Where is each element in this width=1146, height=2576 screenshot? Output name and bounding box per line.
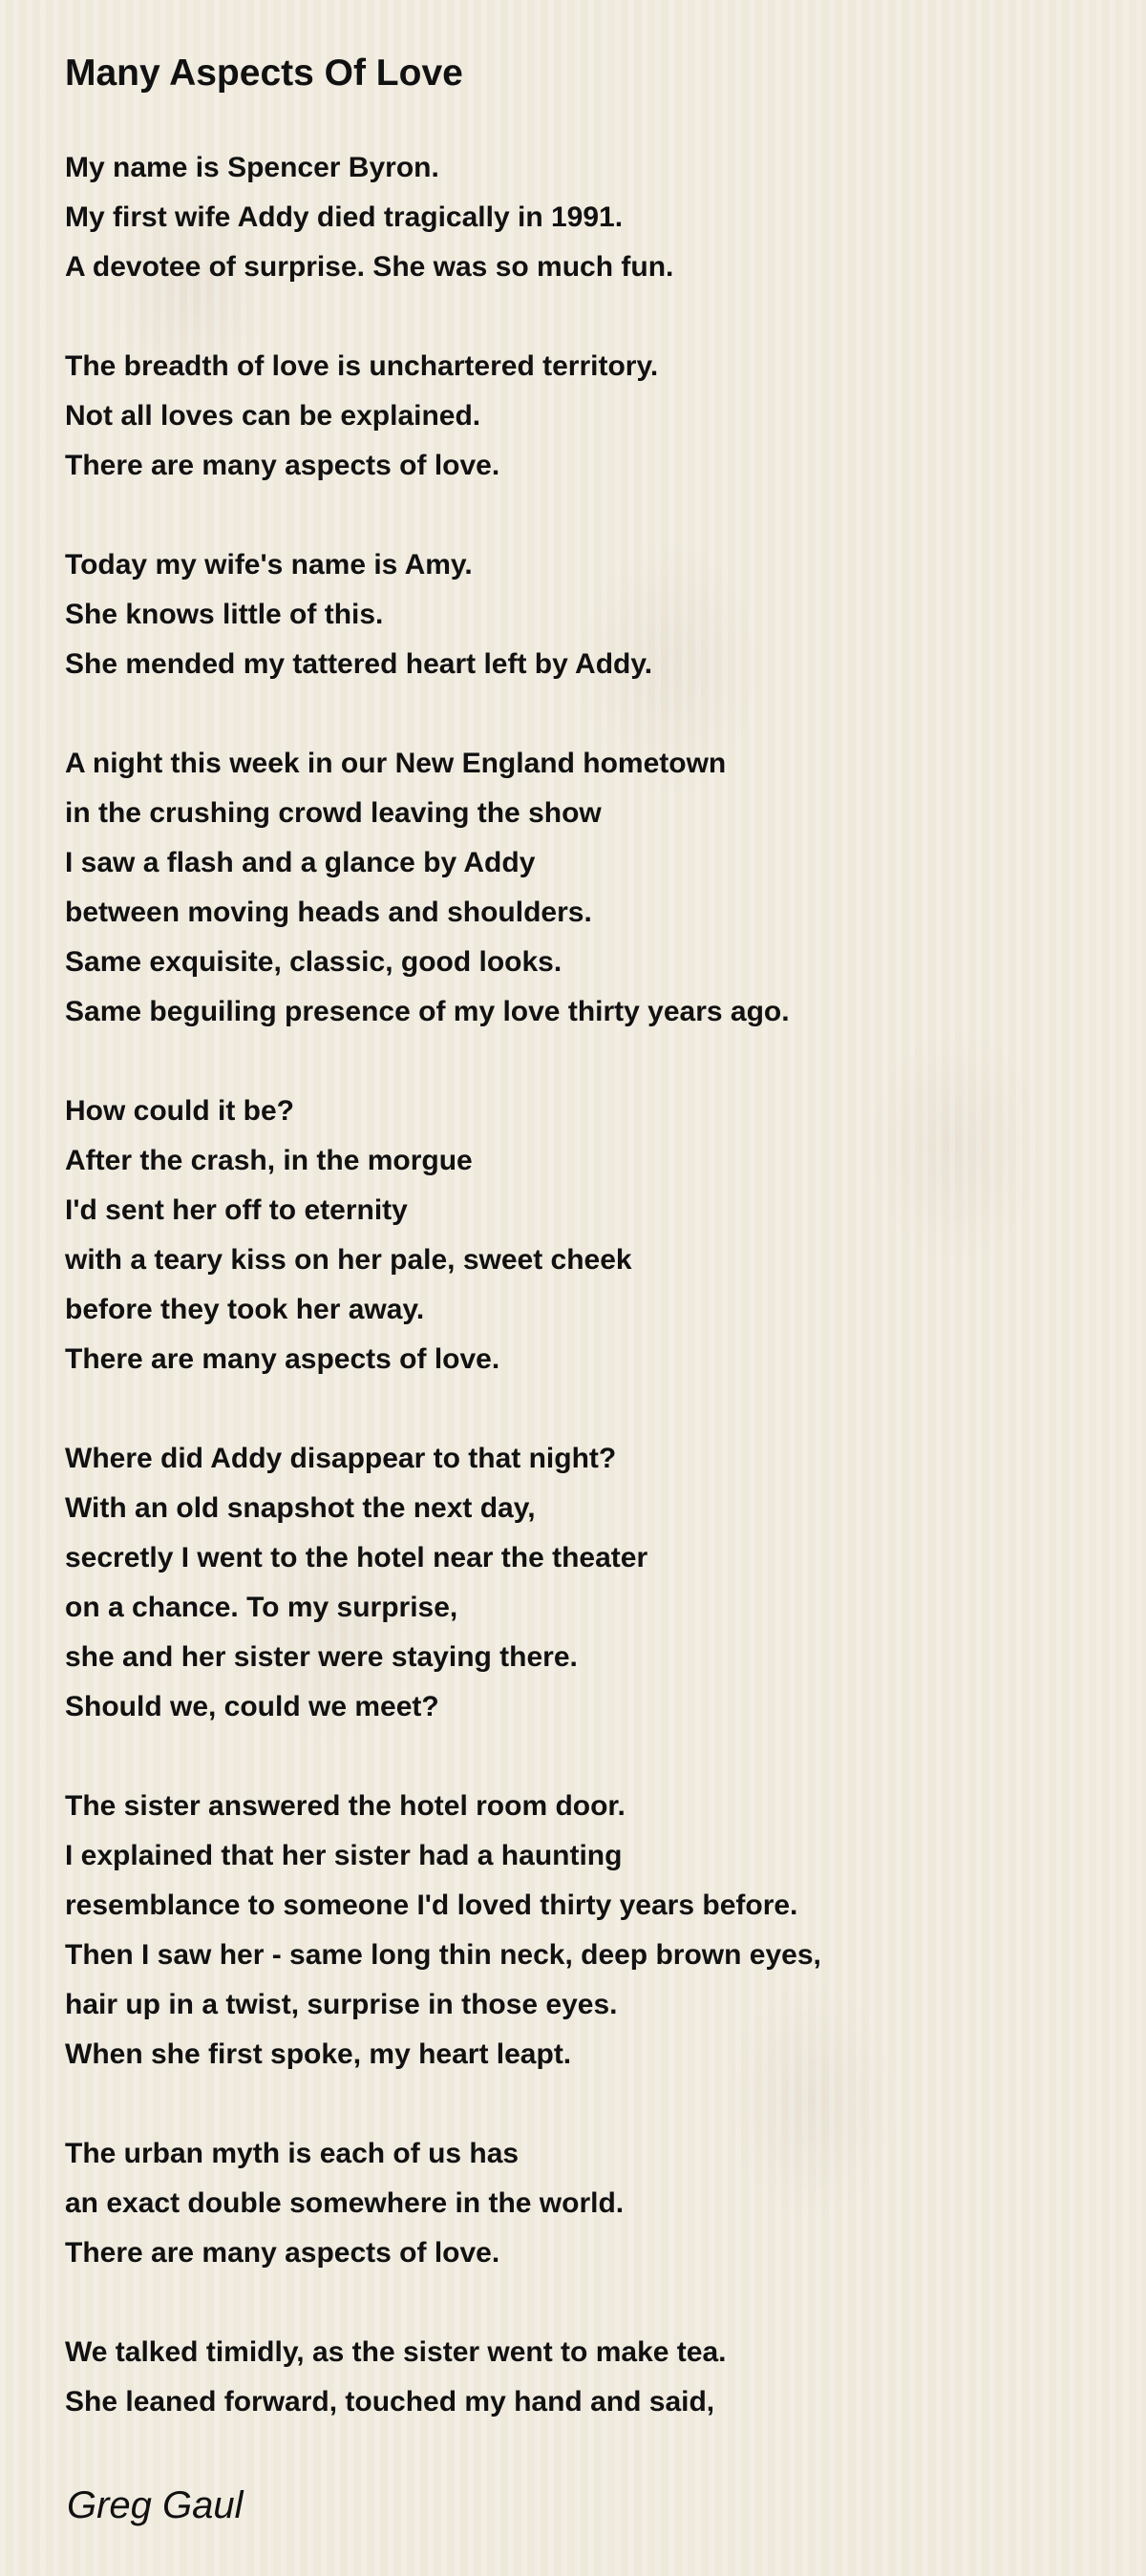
poem-line: The urban myth is each of us has [65, 2138, 520, 2169]
stanza-gap [65, 1384, 1115, 1434]
poem-line: My name is Spencer Byron. [65, 152, 439, 183]
poem-line: There are many aspects of love. [65, 1343, 500, 1375]
poem-line: The sister answered the hotel room door. [65, 1790, 626, 1822]
poem-line: between moving heads and shoulders. [65, 897, 592, 928]
poem-line: she and her sister were staying there. [65, 1641, 578, 1673]
poem-line: resemblance to someone I'd loved thirty years before. [65, 1890, 798, 1921]
poem-body [65, 143, 1115, 2427]
poem-author: Greg Gaul [67, 2484, 244, 2526]
poem-line: secretly I went to the hotel near the theater [65, 1542, 648, 1573]
stanza-gap [65, 689, 1115, 739]
poem-line: I'd sent her off to eternity [65, 1194, 408, 1226]
poem-line: With an old snapshot the next day, [65, 1492, 536, 1524]
stanza-gap [65, 292, 1115, 342]
poem-line: The breadth of love is unchartered territory. [65, 350, 659, 382]
poem-line: I saw a flash and a glance by Addy [65, 847, 536, 878]
poem-line: an exact double somewhere in the world. [65, 2187, 625, 2219]
poem-line: How could it be? [65, 1095, 294, 1127]
poem-line: Where did Addy disappear to that night? [65, 1443, 617, 1474]
poem-line: on a chance. To my surprise, [65, 1592, 458, 1623]
poem-line: Same exquisite, classic, good looks. [65, 946, 562, 978]
poem-line: She leaned forward, touched my hand and said, [65, 2386, 715, 2418]
poem-line: There are many aspects of love. [65, 2237, 500, 2269]
poem-line: My first wife Addy died tragically in 1991. [65, 201, 624, 233]
poem-line: She mended my tattered heart left by Addy. [65, 648, 653, 680]
stanza-gap [65, 1732, 1115, 1782]
stanza-gap [65, 1037, 1115, 1087]
poem-line: Should we, could we meet? [65, 1691, 439, 1722]
poem-line: A night this week in our New England hometown [65, 748, 727, 779]
poem-line: Today my wife's name is Amy. [65, 549, 473, 581]
poem-line: with a teary kiss on her pale, sweet cheek [65, 1244, 632, 1276]
poem-line: Same beguiling presence of my love thirty years ago. [65, 996, 790, 1027]
poem-line: There are many aspects of love. [65, 450, 500, 481]
poem-line: I explained that her sister had a haunting [65, 1840, 623, 1871]
poem-line: before they took her away. [65, 1294, 425, 1325]
poem-title: Many Aspects Of Love [65, 53, 463, 94]
poem-line: Not all loves can be explained. [65, 400, 481, 432]
poem-line: When she first spoke, my heart leapt. [65, 2038, 572, 2070]
poem-line: After the crash, in the morgue [65, 1145, 473, 1176]
stanza-gap [65, 2278, 1115, 2328]
poem-line: hair up in a twist, surprise in those eyes. [65, 1989, 618, 2020]
stanza-gap [65, 2080, 1115, 2129]
stanza-gap [65, 491, 1115, 540]
poem-line: A devotee of surprise. She was so much fun. [65, 251, 674, 283]
poem-line: in the crushing crowd leaving the show [65, 797, 602, 829]
poem-line: We talked timidly, as the sister went to make tea. [65, 2336, 727, 2368]
poem-line: Then I saw her - same long thin neck, deep brown eyes, [65, 1939, 821, 1971]
poem-line: She knows little of this. [65, 599, 384, 630]
